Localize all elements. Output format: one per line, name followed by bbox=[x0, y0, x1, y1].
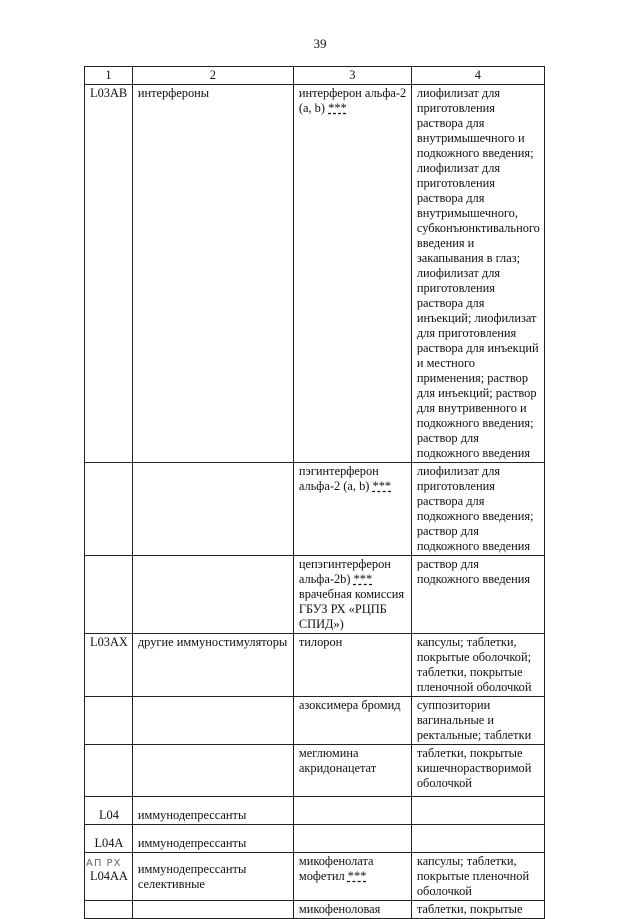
group-cell bbox=[132, 901, 293, 919]
drug-cell bbox=[293, 85, 411, 463]
drug-cell bbox=[293, 853, 411, 901]
table-row bbox=[85, 825, 545, 853]
header-row bbox=[85, 67, 545, 85]
drug-cell bbox=[293, 745, 411, 797]
table-row bbox=[85, 901, 545, 919]
table-row bbox=[85, 797, 545, 825]
drug-name: микофенолата мофетил bbox=[298, 854, 374, 883]
table-row bbox=[85, 853, 545, 901]
forms-cell: суппозитории вагинальные и ректальные; таблетки bbox=[411, 697, 544, 745]
atc-code-cell: L03AB bbox=[85, 85, 133, 463]
forms-cell: капсулы; таблетки, покрытые оболочкой; таблетки, покрытые пленочной оболочкой bbox=[411, 634, 544, 697]
atc-code-cell bbox=[85, 697, 133, 745]
column-header-2: 2 bbox=[132, 67, 293, 85]
group-cell bbox=[132, 745, 293, 797]
forms-cell: раствор для подкожного введения bbox=[411, 556, 544, 634]
forms-cell: лиофилизат для приготовления раствора для внутримышечного и подкожного введения; лиофилизат для приготовления раствора для внутримышечного, субконъюнктивального введения и закапывания в глаз; лиофилизат для приготовления раствора для инъекций; лиофилизат для приготовления раствора для инъекций и местного применения; раствор для инъекций; раствор для внутривенного и подкожного введения; раствор для подкожного введения bbox=[411, 85, 544, 463]
atc-code-cell: L03AX bbox=[85, 634, 133, 697]
table-row bbox=[85, 745, 545, 797]
column-header-3: 3 bbox=[293, 67, 411, 85]
drug-name: цепэгинтерферон альфа-2b) bbox=[298, 557, 391, 586]
footer-stamp: АП РХ bbox=[86, 858, 122, 869]
stars-mark: *** bbox=[347, 869, 367, 883]
table-row bbox=[85, 634, 545, 697]
group-cell bbox=[132, 463, 293, 556]
atc-code-cell: L04A bbox=[85, 825, 133, 853]
drug-name: микофеноловая bbox=[298, 902, 381, 916]
forms-cell bbox=[411, 797, 544, 825]
table-row bbox=[85, 697, 545, 745]
group-cell: другие иммуностимуляторы bbox=[132, 634, 293, 697]
column-header-1: 1 bbox=[85, 67, 133, 85]
group-cell: иммунодепрессанты bbox=[132, 825, 293, 853]
atc-code-cell bbox=[85, 901, 133, 919]
drug-cell bbox=[293, 797, 411, 825]
group-cell bbox=[132, 697, 293, 745]
atc-code-cell: L04AA bbox=[85, 853, 133, 901]
drug-cell bbox=[293, 556, 411, 634]
forms-cell: таблетки, покрытые bbox=[411, 901, 544, 919]
drug-cell bbox=[293, 634, 411, 697]
page-number: 39 bbox=[313, 36, 327, 51]
group-cell: иммунодепрессанты селективные bbox=[132, 853, 293, 901]
table-row bbox=[85, 85, 545, 463]
drug-table bbox=[84, 66, 545, 919]
drug-cell bbox=[293, 697, 411, 745]
atc-code-cell bbox=[85, 745, 133, 797]
group-cell: интерфероны bbox=[132, 85, 293, 463]
drug-name: азоксимера бромид bbox=[298, 698, 401, 712]
stars-mark: *** bbox=[372, 479, 392, 493]
drug-cell bbox=[293, 463, 411, 556]
forms-cell: таблетки, покрытые кишечнорастворимой оболочкой bbox=[411, 745, 544, 797]
drug-name: меглюмина акридонацетат bbox=[298, 746, 377, 775]
forms-cell bbox=[411, 825, 544, 853]
atc-code-cell bbox=[85, 556, 133, 634]
drug-name: пэгинтерферон альфа-2 (a, b) bbox=[298, 464, 379, 493]
drug-cell bbox=[293, 825, 411, 853]
atc-code-cell bbox=[85, 463, 133, 556]
forms-cell: лиофилизат для приготовления раствора для подкожного введения; раствор для подкожного введения bbox=[411, 463, 544, 556]
atc-code-cell: L04 bbox=[85, 797, 133, 825]
stars-mark: *** bbox=[328, 101, 347, 115]
forms-cell: капсулы; таблетки, покрытые пленочной оболочкой bbox=[411, 853, 544, 901]
drug-note: врачебная комиссия ГБУЗ РХ «РЦПБ СПИД») bbox=[298, 587, 405, 631]
group-cell: иммунодепрессанты bbox=[132, 797, 293, 825]
drug-name: тилорон bbox=[298, 635, 343, 649]
column-header-4: 4 bbox=[411, 67, 544, 85]
group-cell bbox=[132, 556, 293, 634]
table-row bbox=[85, 463, 545, 556]
table-row bbox=[85, 556, 545, 634]
stars-mark: *** bbox=[353, 572, 373, 586]
drug-cell bbox=[293, 901, 411, 919]
drug-name: интерферон альфа-2 (a, b) bbox=[298, 86, 407, 115]
